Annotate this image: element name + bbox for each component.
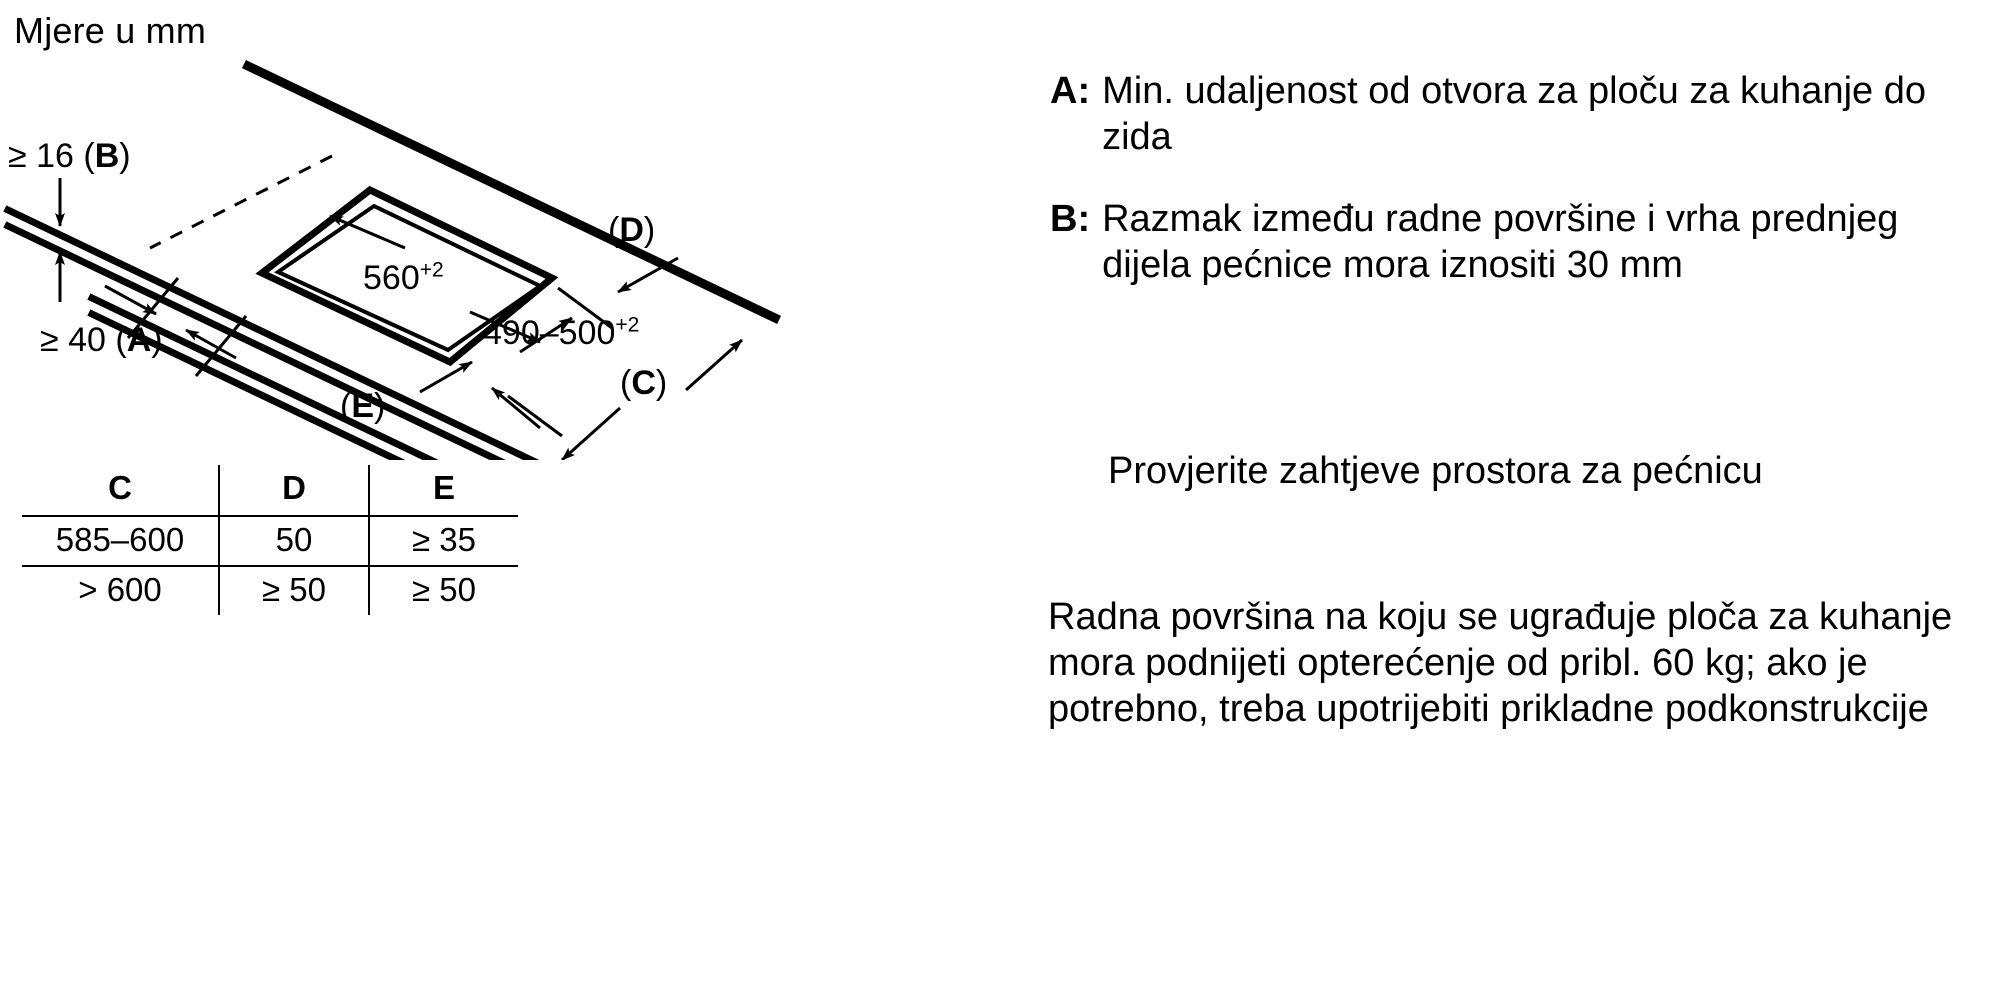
rear-wall-edge (248, 66, 775, 318)
dimension-label-b: ≥ 16 (B) (8, 137, 131, 175)
key-d-letter: D (619, 211, 644, 249)
dimension-b-key: B (94, 137, 120, 175)
table-cell-d: 50 (219, 516, 369, 566)
legend-key-b: B: (1050, 198, 1091, 240)
projection-dashed-line (150, 156, 332, 248)
table-header-d: D (219, 465, 369, 516)
legend-item-b (1050, 196, 1950, 288)
legend-list (1050, 68, 1950, 324)
table-cell-e: ≥ 50 (369, 566, 518, 615)
key-label-e: (E) (340, 387, 386, 425)
dimension-table (22, 465, 518, 615)
table-header-c: C (22, 465, 219, 516)
cutout-width-tolerance: +2 (419, 258, 444, 282)
table-header-e: E (369, 465, 518, 516)
units-heading: Mjere u mm (14, 10, 207, 51)
note-load-bearing: Radna površina na koju se ugrađuje ploča za kuhanje mora podnijeti opterećenje od pribl. 60 kg; ako je potrebno, treba upotrijebiti prikladne podkonstrukcije (1048, 596, 1953, 730)
table-cell-d: ≥ 50 (219, 566, 369, 615)
table-cell-c: 585–600 (22, 516, 219, 566)
legend-item-a (1050, 68, 1950, 160)
legend-key-a: A: (1050, 70, 1091, 112)
installation-diagram (0, 40, 1010, 460)
key-e-letter: E (351, 387, 375, 425)
note-oven-space: Provjerite zahtjeve prostora za pećnicu (1108, 450, 1763, 492)
dimension-b-value: ≥ 16 (8, 137, 74, 175)
key-arrow-d (618, 258, 678, 292)
cutout-depth-value: 490–500 (483, 314, 616, 352)
table-row (22, 516, 518, 566)
dimension-table-body (22, 516, 518, 615)
table-cell-c: > 600 (78, 571, 162, 608)
dimension-label-a: ≥ 40 (A) (40, 321, 163, 359)
ext-tick-490-2 (508, 396, 562, 436)
dimension-a-value: ≥ 40 (40, 321, 106, 359)
key-label-d: (D) (608, 211, 656, 249)
key-label-c: (C) (620, 364, 668, 402)
dimension-label-cutout-depth (483, 315, 639, 351)
table-cell-e: ≥ 35 (369, 516, 518, 566)
table-row (22, 566, 518, 615)
cutout-depth-tolerance: +2 (615, 313, 640, 337)
legend-text-a: Min. udaljenost od otvora za ploču za kuhanje do zida (1102, 70, 1926, 158)
key-arrow-e (420, 362, 472, 392)
legend-text-b: Razmak između radne površine i vrha prednjeg dijela pećnice mora iznositi 30 mm (1102, 198, 1899, 286)
dimension-label-cutout-width (363, 260, 444, 296)
key-c-letter: C (631, 364, 656, 402)
dimension-table-head (22, 465, 518, 516)
installation-diagram-svg (0, 40, 1010, 460)
table-header-row (22, 465, 518, 516)
cutout-width-value: 560 (363, 259, 420, 297)
dimension-a-key: A (126, 321, 152, 359)
